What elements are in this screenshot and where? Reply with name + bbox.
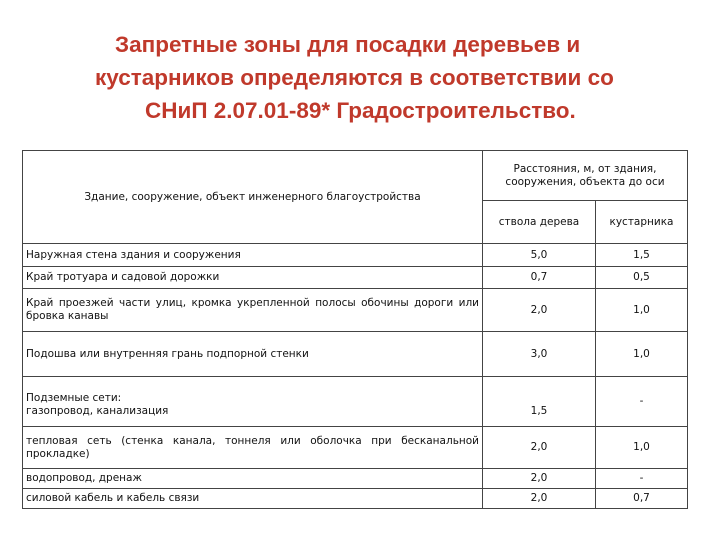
title-line-2: кустарников определяются в соответствии со [95, 65, 614, 90]
row-name-detail: газопровод, канализация [26, 405, 169, 417]
row-tree-value: 5,0 [483, 244, 596, 267]
row-name: тепловая сеть (стенка канала, тоннеля или оболочка при бесканальной прокладке) [23, 427, 483, 469]
title-line-3: СНиП 2.07.01-89* Градостроительство. [145, 98, 576, 123]
row-shrub-value: - [596, 469, 688, 489]
row-shrub-value: 0,7 [596, 489, 688, 509]
header-distance: Расстояния, м, от здания, сооружения, объекта до оси [483, 151, 688, 201]
row-name: водопровод, дренаж [23, 469, 483, 489]
row-tree-value: 3,0 [483, 332, 596, 377]
table-row [23, 244, 688, 267]
row-tree-value: 1,5 [483, 377, 596, 427]
row-name-heading: Подземные сети: [26, 392, 122, 404]
row-tree-value: 2,0 [483, 469, 596, 489]
row-name: Край тротуара и садовой дорожки [23, 267, 483, 289]
table-row [23, 267, 688, 289]
row-name: Край проезжей части улиц, кромка укрепленной полосы обочины дороги или бровка канавы [23, 289, 483, 332]
row-name [23, 377, 483, 427]
row-shrub-value: 1,0 [596, 289, 688, 332]
row-shrub-value: 1,0 [596, 332, 688, 377]
distance-table [22, 150, 688, 509]
header-row [23, 151, 688, 201]
row-shrub-value: 1,5 [596, 244, 688, 267]
table-row [23, 289, 688, 332]
row-tree-value: 2,0 [483, 289, 596, 332]
row-tree-value: 2,0 [483, 427, 596, 469]
header-shrub: кустарника [596, 201, 688, 244]
row-tree-value: 0,7 [483, 267, 596, 289]
row-name: Подошва или внутренняя грань подпорной стенки [23, 332, 483, 377]
row-tree-value: 2,0 [483, 489, 596, 509]
table-row [23, 332, 688, 377]
header-trunk: ствола дерева [483, 201, 596, 244]
page-title [60, 28, 700, 127]
title-line-1: Запретные зоны для посадки деревьев и [115, 32, 581, 57]
row-shrub-value: - [596, 377, 688, 427]
table-row [23, 427, 688, 469]
row-name: Наружная стена здания и сооружения [23, 244, 483, 267]
table-row [23, 377, 688, 427]
row-name: силовой кабель и кабель связи [23, 489, 483, 509]
table-row [23, 469, 688, 489]
row-shrub-value: 1,0 [596, 427, 688, 469]
table-row [23, 489, 688, 509]
row-shrub-value: 0,5 [596, 267, 688, 289]
header-object: Здание, сооружение, объект инженерного благоустройства [23, 151, 483, 244]
